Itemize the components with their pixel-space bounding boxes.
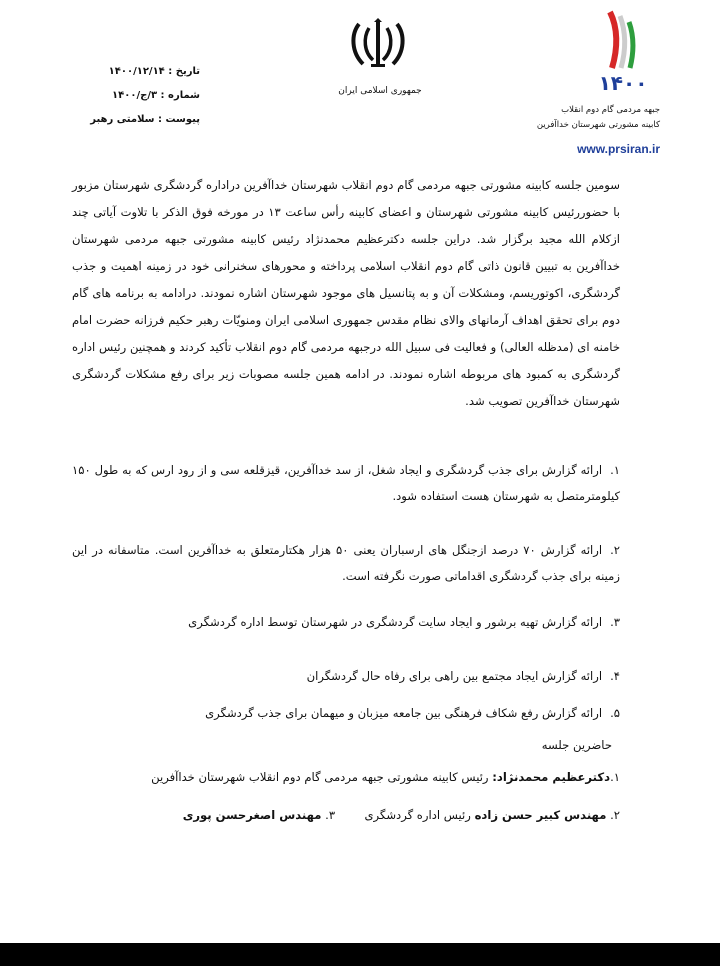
letter-meta: [70, 60, 200, 132]
attendee-number: ۲.: [610, 808, 620, 822]
letter-header: [0, 0, 720, 175]
attendee-row: [72, 808, 620, 822]
website-link[interactable]: www.prsiran.ir: [577, 142, 660, 156]
attendees-title: حاضرین جلسه: [541, 738, 612, 752]
item-text: ارائه گزارش رفع شکاف فرهنگی بین جامعه میزبان و میهمان برای جذب گردشگری: [205, 706, 603, 720]
item-number: ۵.: [610, 706, 620, 720]
attendee-name: مهندس اصغرحسن پوری: [182, 808, 322, 822]
item-text: ارائه گزارش ایجاد مجتمع بین راهی برای رفاه حال گردشگران: [306, 669, 603, 683]
attendee-role: رئیس اداره گردشگری: [364, 808, 471, 822]
item-number: ۴.: [610, 669, 620, 683]
iran-emblem-icon: [349, 18, 407, 70]
attendee-name: مهندس کبیر حسن زاده: [474, 808, 607, 822]
front-logo-icon: [588, 8, 658, 100]
item-number: ۱.: [610, 463, 620, 477]
list-item: [72, 609, 620, 635]
attendee-row: [72, 770, 620, 784]
list-item: [72, 700, 620, 726]
body-paragraph: سومین جلسه کابینه مشورتی جبهه مردمی گام دوم انقلاب شهرستان خداآفرین دراداره گردشگری شهرستان مزبور با حضوررئیس کابینه مشورتی شهرستان و اعضای کابینه رأس ساعت ۱۳ در مورخه فوق الذکر با تلاوت آیاتی چند ازکلام الله مجید برگزار شد. دراین جلسه دکترعظیم محمدنژاد رئیس کابینه مشورتی جبهه مردمی شهرستان خداآفرین به تبیین قانون ذاتی گام دوم انقلاب اسلامی پرداخته و محورهای سخنرانی خود در زمینه اهمیت و جذب گردشگری، اکوتوریسم، ومشکلات آن و به پتانسیل های موجود شهرستان اشاره نمودند. درادامه به برنامه های گام دوم برای تحقق اهداف آرمانهای والای نظام مقدس جمهوری اسلامی ایران ومنویّات رهبر حکیم فرزانه حضرت امام خامنه ای (مدظله العالی) و فعالیت فی سبیل الله درجبهه مردمی گام دوم انقلاب تأکید کردند و همچنین رئیس اداره گردشگری به کمبود های مربوطه اشاره نمودند. در ادامه همین جلسه مصوبات زیر برای رفع مشکلات گردشگری شهرستان خداآفرین تصویب شد.: [72, 178, 620, 408]
attendee-number: ۳.: [325, 808, 336, 822]
item-text: ارائه گزارش ۷۰ درصد ازجنگل های ارسباران یعنی ۵۰ هزار هکتارمتعلق به خداآفرین است. متاسفانه در این زمینه برای جذب گردشگری اقداماتی صورت نگرفته است.: [72, 543, 620, 583]
item-number: ۲.: [610, 543, 621, 557]
attendee-role: رئیس کابینه مشورتی جبهه مردمی گام دوم انقلاب شهرستان خداآفرین: [151, 770, 489, 784]
item-number: ۳.: [610, 615, 620, 629]
front-name-line1: جبهه مردمی گام دوم انقلاب: [561, 105, 660, 115]
attendee-number: ۱.: [610, 770, 620, 784]
list-item: [72, 663, 620, 689]
item-text: ارائه گزارش برای جذب گردشگری و ایجاد شغل، از سد خداآفرین، قیزقلعه سی و از رود ارس که به طول ۱۵۰ کیلومترمتصل به شهرستان هست استفاده شود.: [72, 463, 620, 503]
letter-date: تاریخ : ۱۴۰۰/۱۲/۱۴: [108, 66, 200, 77]
front-name: [520, 103, 660, 133]
list-item: [72, 537, 620, 589]
list-item: [72, 457, 620, 509]
item-text: ارائه گزارش تهیه برشور و ایجاد سایت گردشگری در شهرستان توسط اداره گردشگری: [188, 615, 603, 629]
front-name-line2: کابینه مشورتی شهرستان خداآفرین: [536, 120, 660, 130]
letter-attachment: پیوست : سلامتی رهبر: [90, 114, 200, 125]
attendee-name: دکترعظیم محمدنژاد:: [492, 770, 611, 784]
republic-name: جمهوری اسلامی ایران: [338, 86, 422, 96]
letter-number: شماره : ۳/ج/۱۴۰۰: [112, 90, 200, 101]
logo-numerals: ۱۴۰۰: [598, 71, 648, 95]
